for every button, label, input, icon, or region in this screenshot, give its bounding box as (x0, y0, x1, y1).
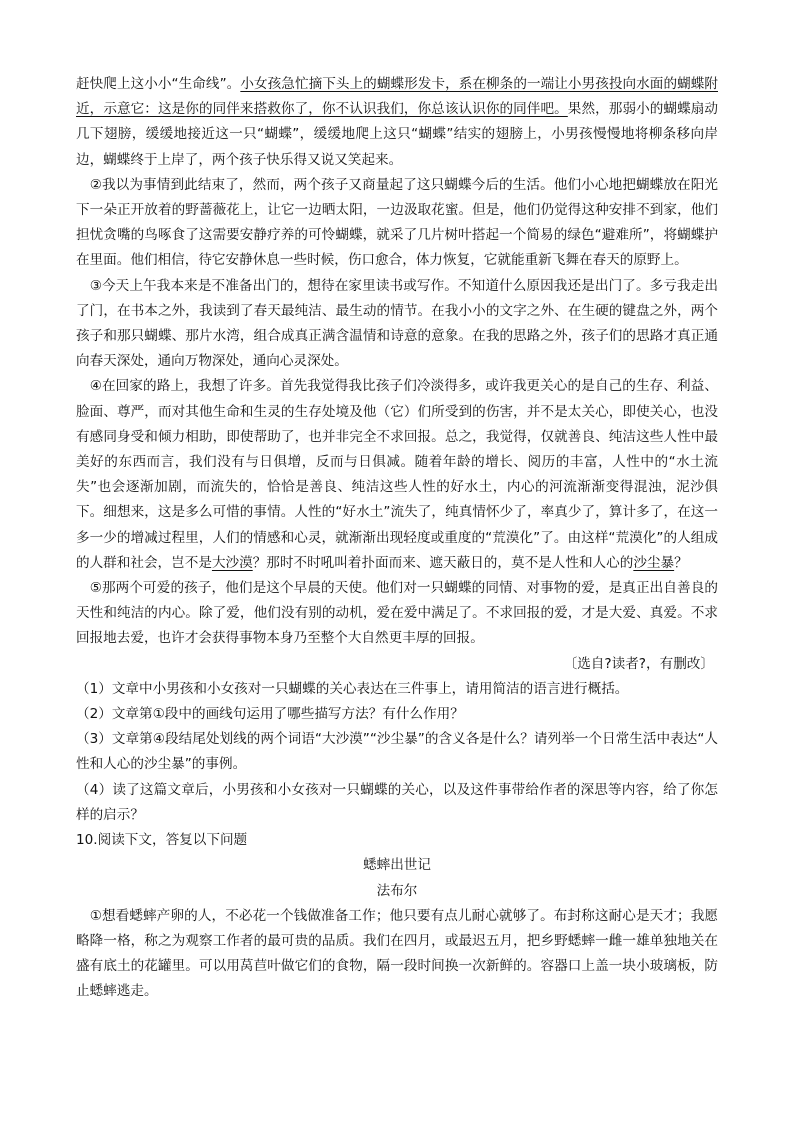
paragraph-3 (76, 274, 718, 375)
p3-text: 今天上午我本来是不准备出门的，想待在家里读书或写作。不知道什么原因我还是出门了。多亏我走出了门，在书本之外，我读到了春天最纯洁、最生动的情节。在我小小的文字之外、在生硬的键盘之外，两个孩子和那只蝴蝶、那片水湾，组合成真正满含温情和诗意的意象。在我的思路之外，孩子们的思路才真正通向春天深处，通向万物深处，通向心灵深处。 (76, 277, 719, 370)
underlined-word-sandstorm: 沙尘暴 (633, 554, 675, 571)
document-page (76, 72, 718, 1005)
paragraph-number: ③ (89, 277, 102, 294)
source-citation: 〔选自?读者?，有删改〕 (563, 655, 714, 672)
p4-text-a: 在回家的路上，我想了许多。首先我觉得我比孩子们冷淡得多，或许我更关心的是自己的生存、利益、脸面、尊严，而对其他生命和生灵的生存处境及他（它）们所受到的伤害，并不是太关心，即使关心，也没有感同身受和倾力相助，即使帮助了，也并非完全不求回报。总之，我觉得，仅就善良、纯洁这些人性中最美好的东西而言，我们没有与日俱增，反而与日俱减。随着年龄的增长、阅历的丰富，人性中的“水土流失”也会逐渐加剧，而流失的，恰恰是善良、纯洁这些人性的好水土，内心的河流渐渐变得混浊，泥沙俱下。细想来，这是多么可惜的事情。人性的“好水土”流失了，纯真情怀少了，率真少了，算计多了，在这一多一少的增减过程里，人们的情感和心灵，就渐渐出现轻度或重度的“荒漠化”了。由这样“荒漠化”的人组成的人群和社会，岂不是 (76, 378, 719, 571)
question-1: （1）文章中小男孩和小女孩对一只蝴蝶的关心表达在三件事上，请用简洁的语言进行概括。 (76, 680, 629, 697)
p4-text-b: ？那时不时吼叫着扑面而来、遮天蔽日的，莫不是人性和人心的 (252, 554, 634, 571)
p1-text-c: 果然，那弱小的蝴蝶扇动几下翅膀，缓缓地接近这一只“蝴蝶”，缓缓地爬上这只“蝴蝶”结实的翅膀上，小男孩慢慢地将柳条移向岸边，蝴蝶终于上岸了，两个孩子快乐得又说又笑起来。 (76, 101, 719, 168)
paragraph-2 (76, 173, 718, 274)
paragraph-5 (76, 576, 718, 652)
paragraph-1-continued (76, 72, 718, 173)
article-title: 蟋蟀出世记 (363, 857, 431, 874)
underlined-word-desert: 大沙漠 (211, 554, 253, 571)
p5-text: 那两个可爱的孩子，他们是这个早晨的天使。他们对一只蝴蝶的同情、对事物的爱，是真正出自善良的天性和纯洁的内心。除了爱，他们没有别的动机，爱在爱中满足了。不求回报的爱，才是大爱、真爱。不求回报地去爱，也许才会获得事物本身乃至整个大自然更丰厚的回报。 (76, 580, 719, 647)
paragraph-number: ② (89, 176, 102, 193)
article-author: 法布尔 (376, 882, 418, 899)
p4-text-c: ？ (674, 554, 688, 571)
question-2: （2）文章第①段中的画线句运用了哪些描写方法？有什么作用？ (76, 706, 464, 723)
p2-text: 我以为事情到此结束了，然而，两个孩子又商量起了这只蝴蝶今后的生活。他们小心地把蝴蝶放在阳光下一朵正开放着的野蔷薇花上，让它一边晒太阳，一边汲取花蜜。但是，他们仍觉得这种安排不到家，他们担忧贪嘴的鸟啄食了这需要安静疗养的可怜蝴蝶，就采了几片树叶搭起一个简易的绿色“避难所”，将蝴蝶护在里面。他们相信，待它安静休息一些时候，伤口愈合，体力恢复，它就能重新飞舞在春天的原野上。 (76, 176, 719, 269)
paragraph-4 (76, 374, 718, 576)
paragraph-article-1 (76, 904, 718, 1005)
paragraph-number: ① (89, 907, 102, 924)
underlined-sentence: 小女孩急忙摘下头上的蝴蝶形发卡，系在柳条的一端让小男孩投向水面的蝴蝶附近，示意它：这是你的同伴来搭救你了，你不认识我们，你总该认识你的同伴吧。 (76, 76, 718, 118)
article-p1-text: 想看蟋蟀产卵的人，不必花一个钱做准备工作；他只要有点儿耐心就够了。布封称这耐心是天才；我愿略降一格，称之为观察工作者的最可贵的品质。我们在四月，或最迟五月，把乡野蟋蟀一雌一雄单独地关在盛有底土的花罐里。可以用莴苣叶做它们的食物，隔一段时间换一次新鲜的。容器口上盖一块小玻璃板，防止蟋蟀逃走。 (76, 907, 719, 1000)
p1-text-a: 赶快爬上这小小“生命线”。 (76, 76, 241, 92)
question-3: （3）文章第④段结尾处划线的两个词语“大沙漠”“沙尘暴”的含义各是什么？请列举一个日常生活中表达“人性和人心的沙尘暴”的事例。 (76, 731, 718, 773)
question-4: （4）读了这篇文章后，小男孩和小女孩对一只蝴蝶的关心，以及这件事带给作者的深思等内容，给了你怎样的启示？ (76, 781, 718, 823)
question-10-heading: 10.阅读下文，答复以下问题 (76, 832, 248, 849)
paragraph-number: ④ (89, 378, 102, 395)
paragraph-number: ⑤ (89, 580, 102, 597)
